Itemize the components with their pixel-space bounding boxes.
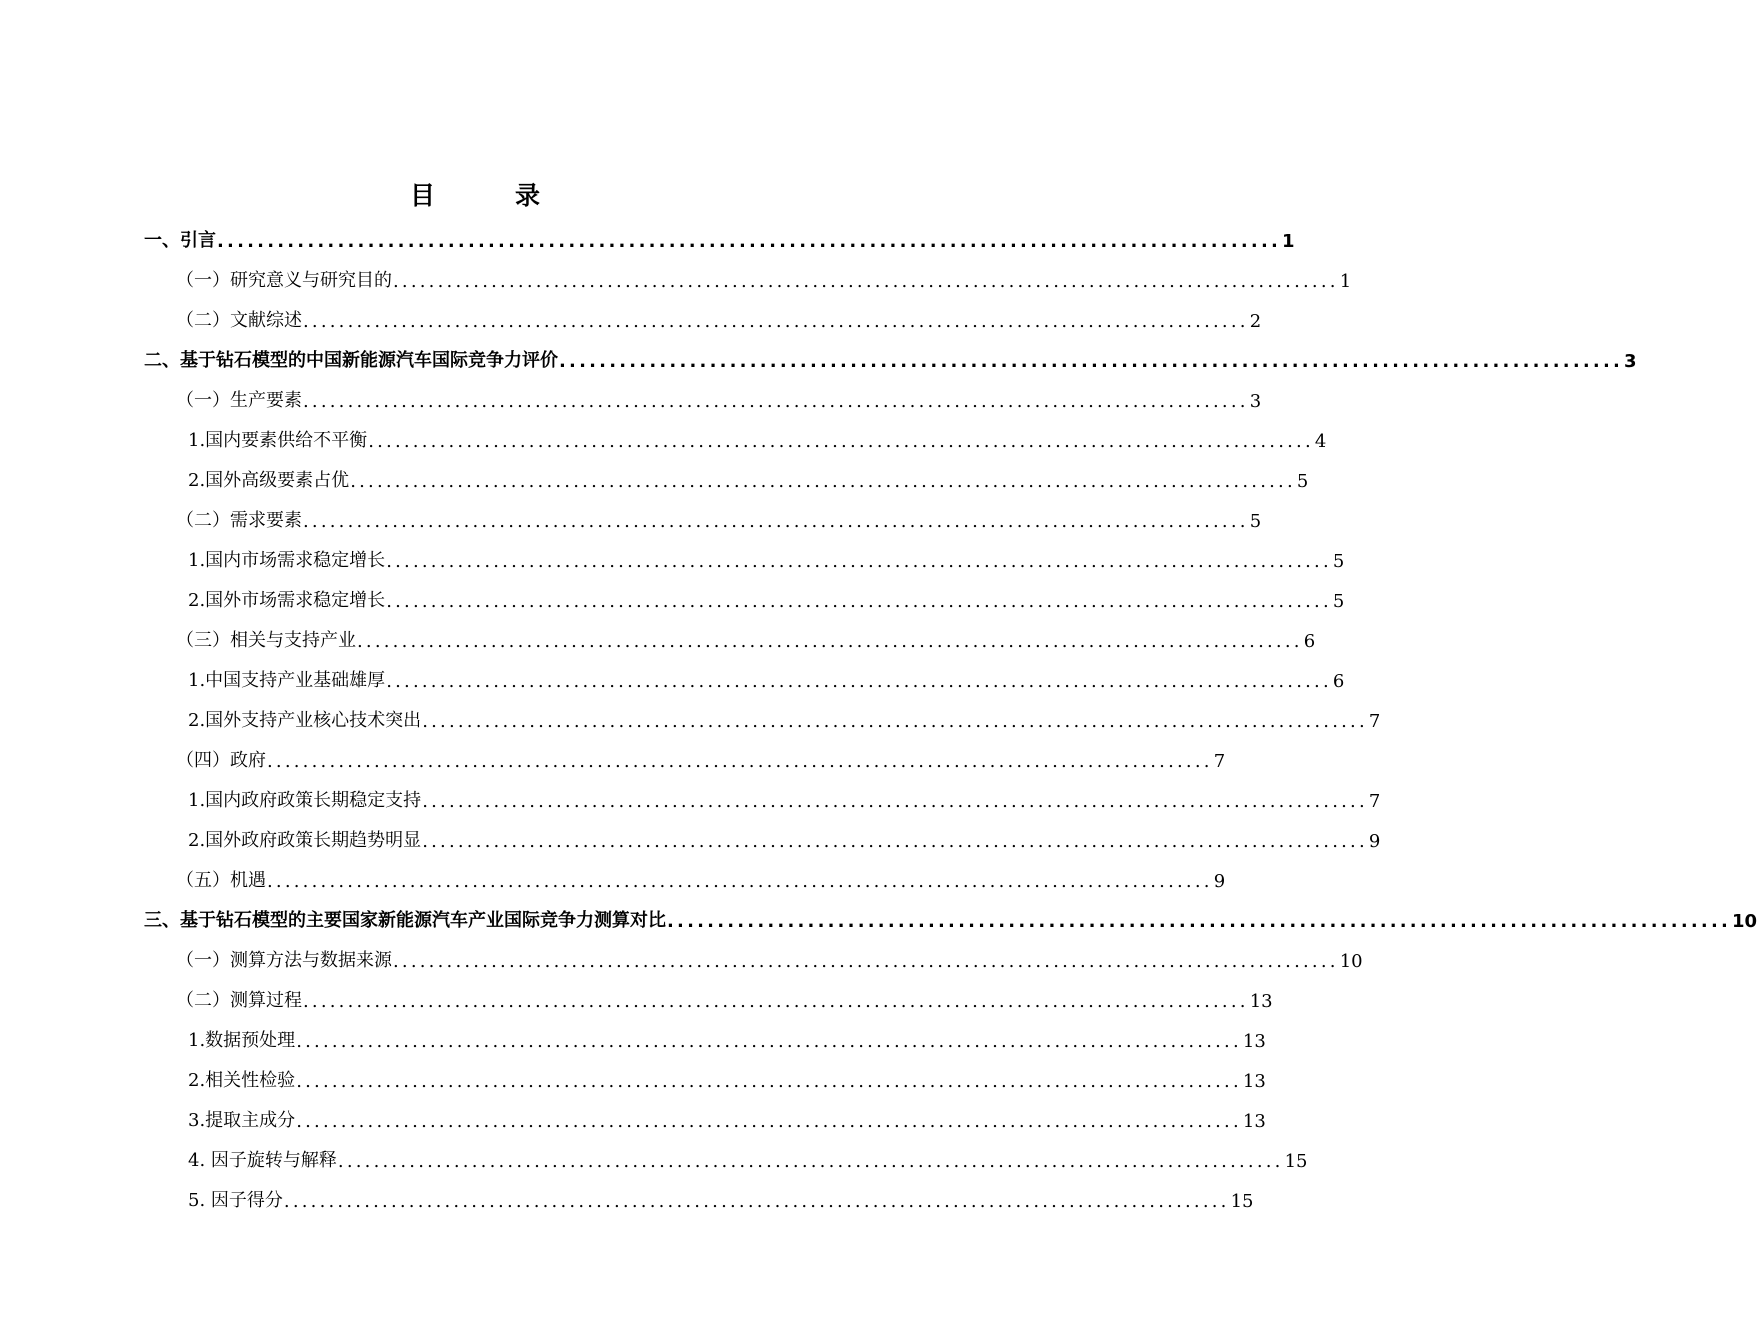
dot-leader: .......................................................................................................... [350,471,1296,492]
toc-entry-page: 7 [1213,751,1226,772]
toc-entry[interactable] [188,1102,1266,1132]
toc-entry-label: 一、引言 [144,230,216,251]
toc-entry-label: 4. 因子旋转与解释 [188,1150,337,1171]
toc-entry[interactable] [176,982,1273,1012]
toc-entry-page: 6 [1332,671,1345,692]
toc-entry[interactable] [188,582,1345,612]
toc-entry-label: 2.国外支持产业核心技术突出 [188,710,422,731]
dot-leader: .......................................................................................................... [667,911,1732,932]
toc-entry[interactable] [144,222,1295,252]
toc-entry-label: 1.国内政府政策长期稳定支持 [188,790,422,811]
toc-entry-page: 5 [1296,471,1309,492]
toc-entry-label: （二）需求要素 [176,510,302,531]
dot-leader: .......................................................................................................... [393,271,1339,292]
toc-entry-label: （四）政府 [176,750,266,771]
toc-entry-label: （二）文献综述 [176,310,302,331]
dot-leader: .......................................................................................................... [422,831,1368,852]
toc-entry[interactable] [188,782,1381,812]
toc-entry[interactable] [188,1182,1254,1212]
toc-entry[interactable] [176,742,1226,772]
toc-entry[interactable] [176,942,1363,972]
toc-entry[interactable] [176,262,1352,292]
toc-entry-page: 5 [1332,591,1345,612]
toc-entry-label: （一）测算方法与数据来源 [176,950,392,971]
toc-entry-page: 7 [1368,711,1381,732]
toc-entry-page: 10 [1732,911,1757,932]
toc-entry[interactable] [188,422,1327,452]
toc-entry-label: 1.国内市场需求稳定增长 [188,550,386,571]
dot-leader: .......................................................................................................... [296,1111,1242,1132]
toc-entry-page: 1 [1339,271,1352,292]
toc-title-char-1: 目 [409,181,435,210]
toc-entry-label: 三、基于钻石模型的主要国家新能源汽车产业国际竞争力测算对比 [144,910,666,931]
toc-entry-page: 10 [1339,951,1363,972]
toc-entry-label: 1.数据预处理 [188,1030,296,1051]
dot-leader: .......................................................................................................... [296,1031,1242,1052]
dot-leader: .......................................................................................................... [386,671,1332,692]
toc-entry[interactable] [188,1062,1266,1092]
toc-entry-page: 5 [1249,511,1262,532]
dot-leader: .......................................................................................................... [357,631,1303,652]
toc-title-char-2: 录 [515,181,541,210]
toc-entry-label: 1.国内要素供给不平衡 [188,430,368,451]
toc-entry[interactable] [188,702,1381,732]
toc-entry-label: 3.提取主成分 [188,1110,296,1131]
toc-entry-label: 2.相关性检验 [188,1070,296,1091]
toc-entry-label: （三）相关与支持产业 [176,630,356,651]
dot-leader: .......................................................................................................... [303,311,1249,332]
toc-entry-page: 15 [1230,1191,1254,1212]
dot-leader: .......................................................................................................... [303,511,1249,532]
dot-leader: .......................................................................................................... [283,1191,1230,1212]
toc-entry-label: （五）机遇 [176,870,266,891]
toc-entry[interactable] [176,862,1226,892]
toc-entry-page: 9 [1213,871,1226,892]
toc-entry-label: 5. 因子得分 [188,1190,283,1211]
toc-entry-label: 1.中国支持产业基础雄厚 [188,670,386,691]
toc-entry-page: 3 [1624,351,1637,372]
dot-leader: .......................................................................................................... [559,351,1624,372]
dot-leader: .......................................................................................................... [422,711,1368,732]
toc-entry[interactable] [144,902,1757,932]
dot-leader: .......................................................................................................... [422,791,1368,812]
toc-entry-page: 13 [1242,1071,1266,1092]
toc-entry-label: 2.国外政府政策长期趋势明显 [188,830,422,851]
dot-leader: .......................................................................................................... [303,391,1249,412]
toc-entry-page: 4 [1314,431,1327,452]
dot-leader: .......................................................................................................... [303,991,1249,1012]
dot-leader: .......................................................................................................... [267,751,1213,772]
toc-entry-label: （一）研究意义与研究目的 [176,270,392,291]
toc-entry[interactable] [176,302,1262,332]
toc-entry-page: 15 [1284,1151,1308,1172]
toc-entry-page: 9 [1368,831,1381,852]
toc-entry-page: 2 [1249,311,1262,332]
toc-entry-page: 13 [1249,991,1273,1012]
dot-leader: .......................................................................................................... [386,551,1332,572]
dot-leader: .......................................................................................................... [217,231,1282,252]
toc-entry-label: 二、基于钻石模型的中国新能源汽车国际竞争力评价 [144,350,558,371]
toc-entry[interactable] [188,822,1381,852]
dot-leader: .......................................................................................................... [296,1071,1242,1092]
toc-entry[interactable] [188,1142,1308,1172]
dot-leader: .......................................................................................................... [386,591,1332,612]
toc-entry-page: 13 [1242,1111,1266,1132]
toc-entry[interactable] [188,1022,1266,1052]
toc-entry[interactable] [188,462,1309,492]
dot-leader: .......................................................................................................... [393,951,1339,972]
toc-entry-page: 1 [1282,231,1295,252]
toc-entry-page: 3 [1249,391,1262,412]
dot-leader: .......................................................................................................... [267,871,1213,892]
toc-entry[interactable] [144,342,1637,372]
toc-entry[interactable] [176,622,1316,652]
toc-entry[interactable] [176,502,1262,532]
toc-entry-page: 6 [1303,631,1316,652]
toc-entry-label: 2.国外高级要素占优 [188,470,350,491]
toc-entry-label: （一）生产要素 [176,390,302,411]
toc-entry-label: 2.国外市场需求稳定增长 [188,590,386,611]
toc-entry[interactable] [188,542,1345,572]
toc-entry-page: 13 [1242,1031,1266,1052]
dot-leader: .......................................................................................................... [337,1151,1284,1172]
toc-entry-page: 5 [1332,551,1345,572]
dot-leader: .......................................................................................................... [368,431,1314,452]
toc-entry-page: 7 [1368,791,1381,812]
toc-entry-label: （二）测算过程 [176,990,302,1011]
toc-entry[interactable] [176,382,1262,412]
toc-entry[interactable] [188,662,1345,692]
